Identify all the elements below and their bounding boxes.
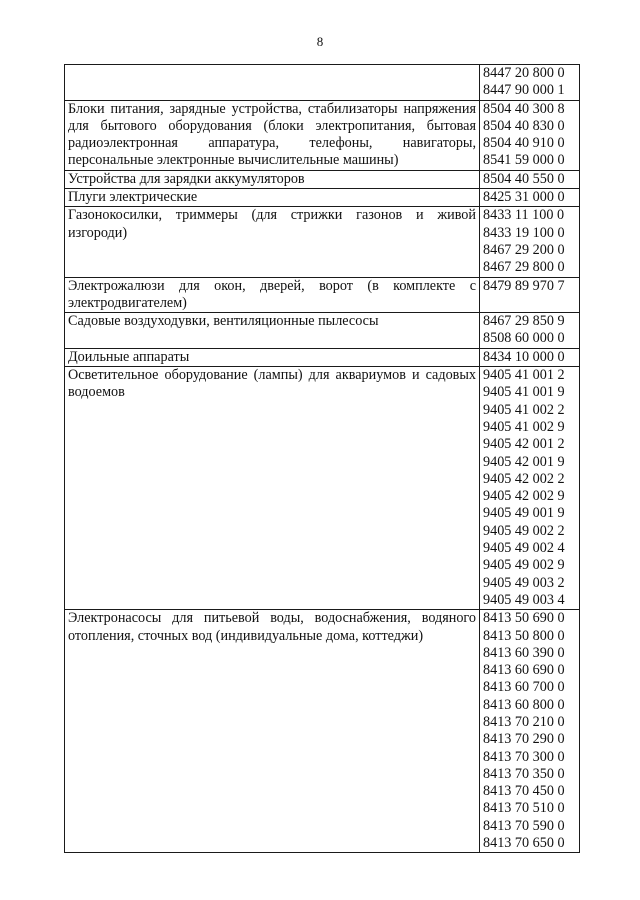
product-name-cell [65,189,480,207]
product-code: 8413 60 700 0 [483,679,565,696]
table-row [65,367,580,610]
product-name-cell [65,277,480,313]
product-name: Блоки питания, зарядные устройства, стабилизаторы напряжения для бытового оборудования (блоки электропитания, бытовая радиоэлектронная аппаратура, телефоны, навигаторы, персональные электронные вычислительные машины) [68,100,476,169]
product-code: 9405 49 003 2 [483,574,565,591]
product-name-cell [65,100,480,170]
product-code-cell [480,313,580,349]
table-row [65,100,580,170]
table-row [65,313,580,349]
product-name-cell [65,367,480,610]
product-name: Плуги электрические [68,189,198,206]
product-name: Электронасосы для питьевой воды, водоснабжения, водяного отопления, сточных вод (индивидуальные дома, коттеджи) [68,610,476,644]
product-code-cell [480,367,580,610]
product-code: 8425 31 000 0 [483,189,565,206]
product-code: 8413 60 390 0 [483,644,565,661]
product-code: 8413 70 450 0 [483,783,565,800]
product-code: 8413 60 800 0 [483,696,565,713]
product-name-cell [65,313,480,349]
product-code: 8413 50 800 0 [483,627,565,644]
product-code: 9405 49 002 4 [483,540,565,557]
product-code-cell [480,277,580,313]
product-code: 8504 40 300 8 [483,100,565,117]
product-code: 9405 49 001 9 [483,505,565,522]
product-code: 8504 40 910 0 [483,135,565,152]
product-code: 8504 40 830 0 [483,117,565,134]
product-code: 8413 70 300 0 [483,748,565,765]
product-code: 8479 89 970 7 [483,277,565,294]
product-code: 8467 29 800 0 [483,259,565,276]
page-number: 8 [316,34,324,49]
table-row [65,348,580,366]
product-code: 9405 49 003 4 [483,591,565,608]
product-code: 8508 60 000 0 [483,330,565,347]
product-code: 9405 42 002 2 [483,470,565,487]
product-code: 8447 20 800 0 [483,65,565,81]
product-code: 9405 42 001 9 [483,453,565,470]
product-name: Доильные аппараты [68,348,190,365]
product-code: 8413 70 350 0 [483,765,565,782]
product-code: 8467 29 850 9 [483,313,565,330]
product-name-cell [65,65,480,101]
product-code-cell [480,65,580,101]
product-name: Осветительное оборудование (лампы) для аквариумов и садовых водоемов [68,367,476,401]
table-row [65,610,580,853]
table-row [65,277,580,313]
product-code: 9405 41 001 9 [483,384,565,401]
table-row [65,207,580,277]
product-name-cell [65,207,480,277]
product-code-cell [480,170,580,188]
product-code: 8413 50 690 0 [483,610,565,627]
product-code: 8413 70 590 0 [483,817,565,834]
product-code-cell [480,189,580,207]
product-code: 8413 70 210 0 [483,713,565,730]
product-code-cell [480,207,580,277]
table-body [65,65,580,853]
product-name: Электрожалюзи для окон, дверей, ворот (в комплекте с электродвигателем) [68,277,476,311]
product-name: Газонокосилки, триммеры (для стрижки газонов и живой изгороди) [68,207,476,241]
product-name-cell [65,610,480,853]
product-name: Садовые воздуходувки, вентиляционные пылесосы [68,313,379,330]
product-code: 8433 19 100 0 [483,224,565,241]
product-code: 8433 11 100 0 [483,207,565,224]
product-code-cell [480,348,580,366]
product-codes-table [64,64,580,853]
product-code: 8434 10 000 0 [483,348,565,365]
product-code: 8413 70 290 0 [483,731,565,748]
product-code: 9405 42 002 9 [483,488,565,505]
table-row [65,65,580,101]
product-code-cell [480,100,580,170]
product-code: 8413 70 650 0 [483,835,565,852]
product-code: 9405 49 002 2 [483,522,565,539]
product-name-cell [65,170,480,188]
product-code: 8413 70 510 0 [483,800,565,817]
table-row [65,189,580,207]
product-code-cell [480,610,580,853]
product-code: 9405 41 001 2 [483,367,565,384]
product-name-cell [65,348,480,366]
product-code: 9405 49 002 9 [483,557,565,574]
product-name: Устройства для зарядки аккумуляторов [68,170,305,187]
product-code: 8504 40 550 0 [483,170,565,187]
product-code: 9405 41 002 9 [483,418,565,435]
product-code: 8541 59 000 0 [483,152,565,169]
product-code: 8447 90 000 1 [483,82,565,99]
product-code: 8413 60 690 0 [483,662,565,679]
product-code: 9405 42 001 2 [483,436,565,453]
product-code: 8467 29 200 0 [483,241,565,258]
product-code: 9405 41 002 2 [483,401,565,418]
table-row [65,170,580,188]
